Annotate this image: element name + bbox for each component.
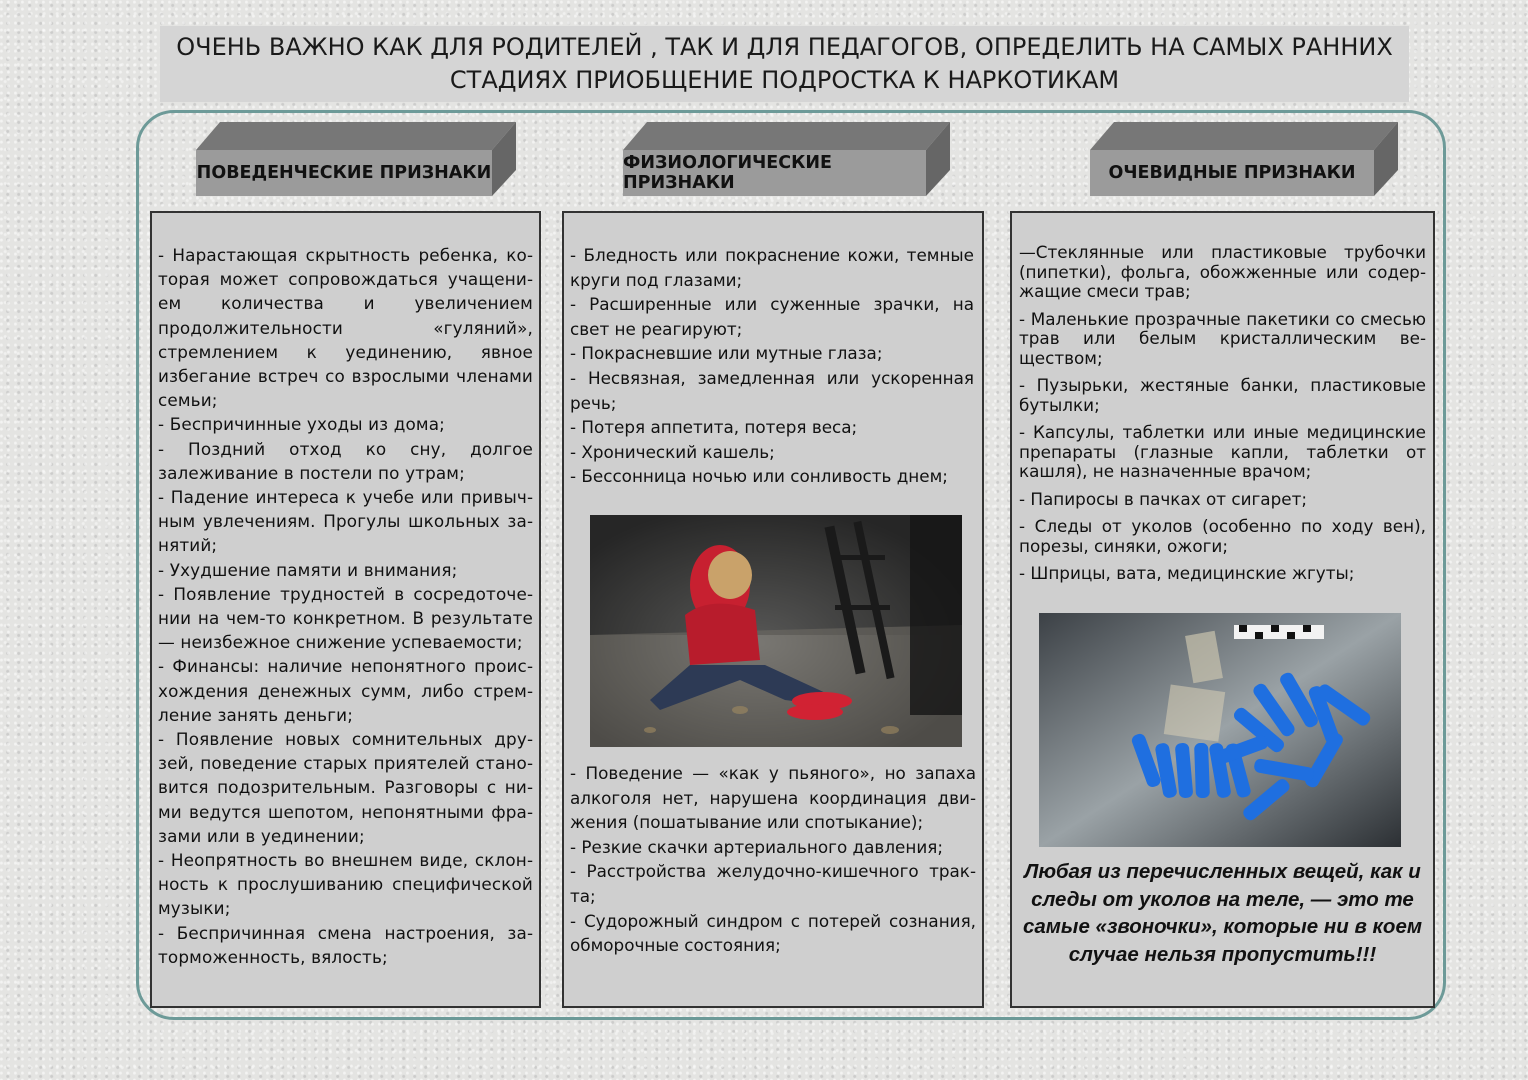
page-title-line-1: ОЧЕНЬ ВАЖНО КАК ДЛЯ РОДИТЕЛЕЙ , ТАК И ДЛЯ ПЕДАГОГОВ, ОПРЕДЕЛИТЬ НА САМЫХ РАННИХ [176,33,1393,61]
list-item: - Бессонница ночью или сонливость днем; [570,466,948,487]
list-item: - Шприцы, вата, медицинские жгуты; [1019,563,1355,583]
list-item: - Беспричинные уходы из дома; [158,414,445,435]
list-item: - Следы от уколов (особенно по ходу вен), порезы, синяки, ожоги; [1019,516,1426,556]
list-item: - Бледность или покраснение кожи, темные круги под глазами; [570,245,974,290]
list-item: - Пузырьки, жестяные банки, пластиковые бутылки; [1019,375,1426,415]
list-item: - Хронический кашель; [570,441,775,462]
list-item: - Маленькие прозрачные пакетики со смесью трав или белым кристаллическим веществом; [1019,308,1426,368]
list-item: - Поведение — «как у пьяного», но запаха алкоголя нет, нарушена координация движения (пошатывание или спотыкание); [570,763,976,833]
list-item: - Ухудшение памяти и внимания; [158,559,458,580]
list-item: - Появление трудностей в сосредоточении на чем-то конкретном. В результате — неизбежное снижение успеваемости; [158,583,533,653]
list-item: - Падение интереса к учебе или привычным увлечениям. Прогулы школьных занятий; [158,487,533,556]
list-item: - Папиросы в пачках от сигарет; [1019,488,1307,509]
list-item: - Капсулы, таблетки или иные медицинские препараты (глазные капли, таблетки от кашля), не назначенные врачом; [1019,422,1426,481]
header-block-physiological [623,122,950,196]
warning-note: Любая из перечисленных вещей, как и следы от уколов на теле, — это те самые «звоночки», которые ни в коем случае нельзя пропустить!!! [1022,860,1423,966]
list-item: - Неопрятность во внешнем виде, склонность к прослушиванию специфической музыки; [158,850,533,919]
list-item: - Потеря аппетита, потеря веса; [570,417,858,438]
header-block-obvious [1090,122,1398,196]
list-item: - Беспричинная смена настроения, заторможенность, вялость; [158,922,533,967]
list-item: - Резкие скачки артериального давления; [570,836,943,857]
physiological-signs-column [562,211,984,1008]
list-item: - Судорожный синдром с потерей сознания, обморочные состояния; [570,910,976,956]
header-block-behavioral [196,122,516,196]
distressed-teen-photo [590,515,962,747]
list-item: - Финансы: наличие непонятного происхождения денежных сумм, либо стремление занять деньги; [158,656,533,725]
obvious-signs-column [1010,211,1435,1008]
list-item: —Стеклянные или пластиковые трубочки (пипетки), фольга, обожженные или содержащие смеси трав; [1019,242,1426,301]
list-item: - Поздний отход ко сну, долгое залеживание в постели по утрам; [158,438,533,483]
list-item: - Несвязная, замедленная или ускоренная речь; [570,367,974,413]
page-title [160,26,1409,102]
header-label-physiological: ФИЗИОЛОГИЧЕСКИЕ ПРИЗНАКИ [623,153,833,193]
list-item: - Покрасневшие или мутные глаза; [570,343,883,364]
header-label-obvious: ОЧЕВИДНЫЕ ПРИЗНАКИ [1108,163,1356,183]
page-title-line-2: СТАДИЯХ ПРИОБЩЕНИЕ ПОДРОСТКА К НАРКОТИКАМ [449,66,1120,94]
physiological-signs-continued [570,761,976,958]
drug-packets-photo [1039,613,1401,847]
list-item: - Расширенные или суженные зрачки, на свет не реагируют; [570,294,974,339]
list-item: - Расстройства желудочно-кишечного тракта; [570,861,976,906]
behavioral-signs-column [150,211,541,1008]
header-label-behavioral: ПОВЕДЕНЧЕСКИЕ ПРИЗНАКИ [196,163,492,183]
list-item: - Нарастающая скрытность ребенка, которая может сопровождаться учащением количества и увеличением продолжительности «гуляний», стремлением к уединению, явное избегание встреч со взрослыми членами семьи; [158,245,533,411]
list-item: - Появление новых сомнительных друзей, поведение старых приятелей становится подозрительным. Разговоры с ними ведутся шепотом, непонятными фразами или в уединении; [158,729,533,846]
